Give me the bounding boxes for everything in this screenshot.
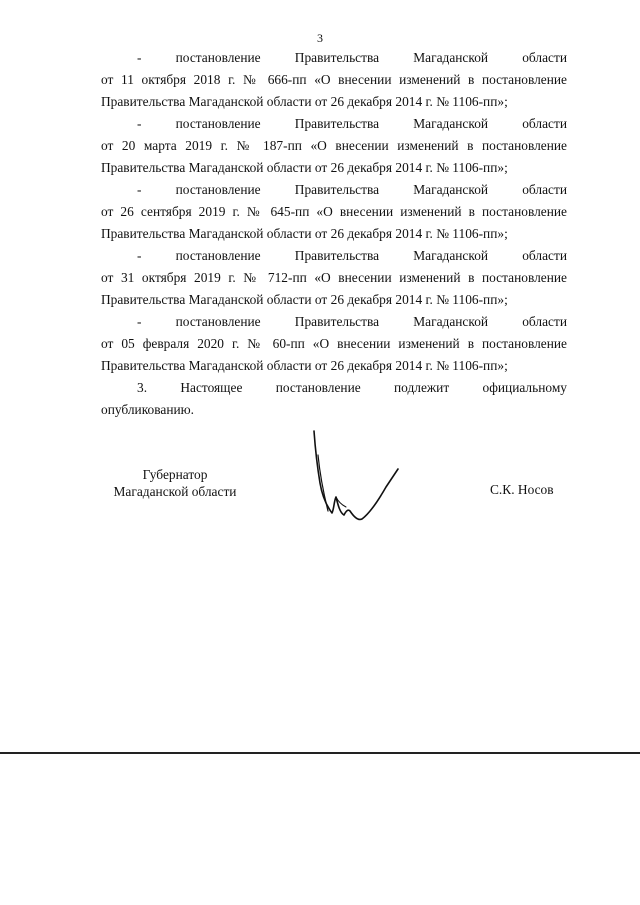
item-line-1: - постановление Правительства Магаданской области [137,182,567,197]
page-bottom-divider [0,752,640,754]
amendment-item-1 [101,47,567,113]
item-line-3: Правительства Магаданской области от 26 декабря 2014 г. № 1106-пп»; [101,292,508,307]
amendment-item-2 [101,113,567,179]
item-line-2: от 20 марта 2019 г. № 187-пп «О внесении изменений в постановление [101,138,567,153]
signatory-title-line-2: Магаданской области [113,484,237,499]
handwritten-signature [300,425,420,535]
page-number: 3 [317,31,323,45]
item-line-2: от 31 октября 2019 г. № 712-пп «О внесении изменений в постановление [101,270,567,285]
item-line-3: Правительства Магаданской области от 26 декабря 2014 г. № 1106-пп»; [101,358,508,373]
item-line-2: от 26 сентября 2019 г. № 645-пп «О внесении изменений в постановление [101,204,567,219]
item-line-2: от 11 октября 2018 г. № 666-пп «О внесении изменений в постановление [101,72,567,87]
item-line-3: Правительства Магаданской области от 26 декабря 2014 г. № 1106-пп»; [101,160,508,175]
item-line-3: Правительства Магаданской области от 26 декабря 2014 г. № 1106-пп»; [101,94,508,109]
amendment-item-5 [101,311,567,377]
signatory-title-line-1: Губернатор [142,467,208,482]
item-line-2: от 05 февраля 2020 г. № 60-пп «О внесении изменений в постановление [101,336,567,351]
clause-3 [101,377,567,421]
item-line-1: - постановление Правительства Магаданской области [137,50,567,65]
signatory-name: С.К. Носов [490,482,554,497]
item-line-1: - постановление Правительства Магаданской области [137,314,567,329]
clause-3-line-2: опубликованию. [101,402,195,417]
signatory-title [100,466,250,500]
item-line-1: - постановление Правительства Магаданской области [137,116,567,131]
document-body [101,47,567,421]
item-line-1: - постановление Правительства Магаданской области [137,248,567,263]
amendment-item-3 [101,179,567,245]
amendment-item-4 [101,245,567,311]
item-line-3: Правительства Магаданской области от 26 декабря 2014 г. № 1106-пп»; [101,226,508,241]
clause-3-line-1: 3. Настоящее постановление подлежит официальному [137,380,567,395]
